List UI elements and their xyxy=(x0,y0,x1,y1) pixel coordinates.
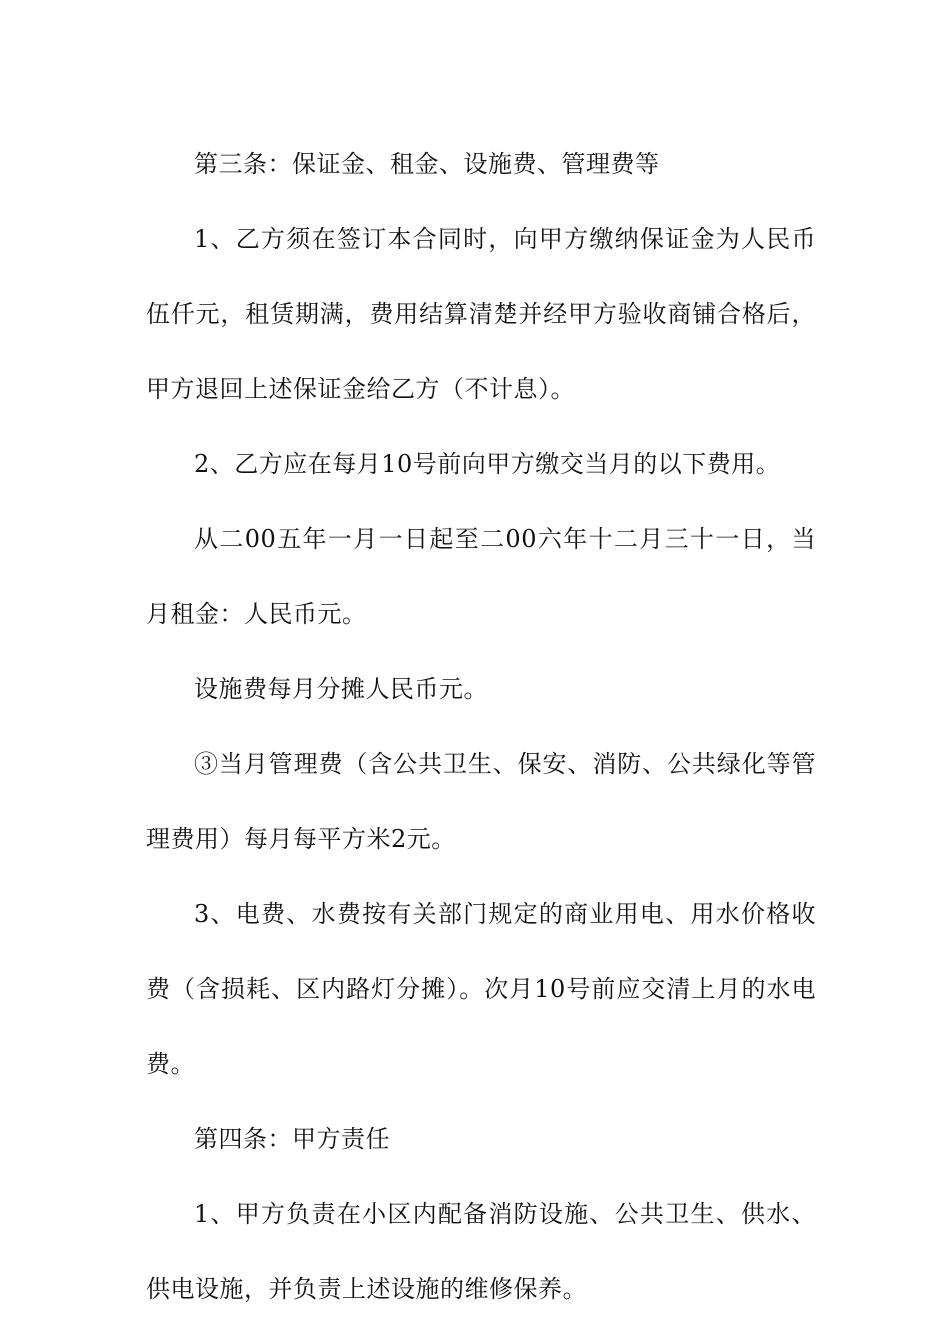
paragraph-rent-period: 从二00五年一月一日起至二00六年十二月三十一日，当月租金：人民币元。 xyxy=(146,525,816,628)
paragraph-management-fee: ③当月管理费（含公共卫生、保安、消防、公共绿化等管理费用）每月每平方米2元。 xyxy=(146,750,816,853)
paragraph-party-a-duty: 1、甲方负责在小区内配备消防设施、公共卫生、供水、供电设施，并负责上述设施的维修保养。 xyxy=(146,1200,816,1303)
paragraph-facility-fee: 设施费每月分摊人民币元。 xyxy=(194,675,488,703)
paragraph-monthly-fees: 2、乙方应在每月10号前向甲方缴交当月的以下费用。 xyxy=(194,450,781,478)
document-body xyxy=(146,127,816,1327)
paragraph-utilities: 3、电费、水费按有关部门规定的商业用电、用水价格收费（含损耗、区内路灯分摊）。次月10号前应交清上月的水电费。 xyxy=(146,900,816,1078)
paragraph-deposit: 1、乙方须在签订本合同时，向甲方缴纳保证金为人民币伍仟元，租赁期满，费用结算清楚并经甲方验收商铺合格后，甲方退回上述保证金给乙方（不计息）。 xyxy=(146,225,816,403)
section-heading-article-3: 第三条：保证金、租金、设施费、管理费等 xyxy=(194,150,660,178)
section-heading-article-4: 第四条：甲方责任 xyxy=(194,1125,390,1153)
